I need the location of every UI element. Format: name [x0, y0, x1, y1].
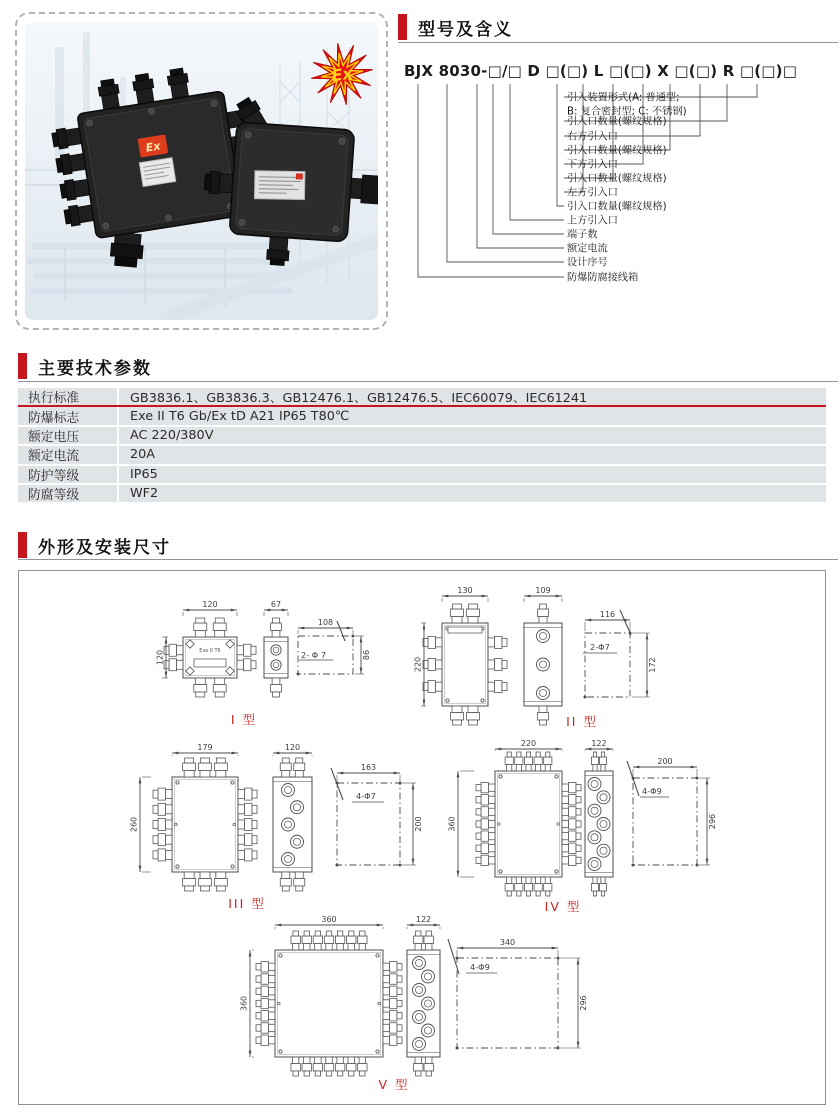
mount-holes-label: 4-Φ9	[642, 786, 662, 796]
type-drawing-4	[448, 739, 718, 914]
param-value: AC 220/380V	[130, 427, 214, 443]
red-bar-icon	[398, 14, 407, 40]
param-value: IP65	[130, 466, 158, 482]
svg-text:200: 200	[414, 816, 423, 832]
svg-text:260: 260	[129, 816, 139, 833]
mount-holes-label: 4-Φ9	[470, 962, 490, 972]
side-view	[264, 618, 288, 697]
svg-text:179: 179	[197, 743, 213, 753]
param-label: 执行标准	[18, 388, 119, 405]
svg-text:360: 360	[447, 816, 457, 832]
type-drawing-3	[130, 743, 424, 911]
svg-text:116: 116	[599, 610, 616, 620]
svg-text:360: 360	[321, 915, 337, 925]
code-meaning-label: 引入口数量(螺纹规格)	[567, 201, 667, 213]
param-label: 额定电压	[18, 427, 119, 444]
svg-text:86: 86	[362, 649, 371, 661]
section-divider	[18, 381, 838, 382]
param-row	[18, 388, 826, 407]
side-view	[273, 758, 312, 891]
type-label: II 型	[566, 714, 598, 729]
box-marking: Exe II T6	[199, 648, 221, 654]
svg-text:122: 122	[415, 915, 432, 925]
spec-label	[254, 171, 304, 200]
product-photo-frame	[15, 12, 388, 330]
section-title-dims: 外形及安装尺寸	[38, 537, 171, 558]
section-divider	[18, 559, 838, 560]
param-row	[18, 446, 826, 465]
svg-text:120: 120	[284, 743, 301, 753]
code-meaning-label: 额定电流	[567, 243, 608, 255]
side-view	[407, 931, 440, 1076]
param-label: 防腐等级	[18, 485, 119, 502]
ex-logo-text: Ex	[330, 63, 354, 86]
front-view	[164, 618, 256, 697]
type-drawing-2	[414, 586, 658, 729]
svg-text:172: 172	[648, 657, 657, 673]
dimension-drawings	[19, 571, 825, 1104]
param-value: GB3836.1、GB3836.3、GB12476.1、GB12476.5、IEC60079、IEC61241	[130, 391, 588, 407]
svg-text:220: 220	[520, 739, 537, 749]
param-row	[18, 427, 826, 446]
param-value: 20A	[130, 447, 156, 463]
svg-text:122: 122	[591, 739, 607, 749]
ex-mark-text: Ex	[144, 139, 162, 155]
section-header-params	[18, 352, 152, 380]
section-divider	[398, 42, 838, 43]
front-view	[476, 752, 581, 896]
svg-text:120: 120	[155, 649, 165, 666]
code-meaning-label: 引入口数量(螺纹规格)	[567, 173, 667, 185]
code-meaning-label: 引入口数量(螺纹规格)	[567, 116, 667, 128]
svg-text:163: 163	[360, 763, 377, 773]
svg-text:109: 109	[535, 586, 551, 596]
section-header-dims	[18, 531, 171, 559]
svg-text:200: 200	[657, 757, 673, 767]
param-row	[18, 485, 826, 502]
code-meaning-label: 下方引入口	[567, 159, 618, 171]
svg-text:296: 296	[579, 995, 588, 1011]
code-meaning-label: 右方引入口	[567, 131, 618, 143]
svg-text:360: 360	[239, 995, 249, 1012]
red-bar-icon	[18, 532, 27, 558]
param-label: 防护等级	[18, 466, 119, 483]
param-row	[18, 466, 826, 485]
front-view	[256, 931, 402, 1076]
type-label: V 型	[378, 1077, 410, 1092]
type-drawing-5	[240, 915, 589, 1092]
mounting-dimensions	[297, 618, 372, 675]
type-label: I 型	[230, 712, 258, 727]
param-label: 防爆标志	[18, 407, 119, 424]
svg-text:108: 108	[317, 618, 334, 628]
mounting-dimensions	[583, 610, 657, 699]
section-title-params: 主要技术参数	[38, 358, 152, 379]
mounting-dimensions	[627, 757, 717, 866]
nameplate	[139, 158, 175, 187]
model-code: BJX 8030-□/□ D □(□) L □(□) X □(□) R □(□)□	[404, 62, 798, 80]
param-row	[18, 407, 826, 426]
dimension-drawings-box	[18, 570, 826, 1105]
section-header-model	[398, 13, 513, 41]
code-meaning-label: 引入装置形式(A: 普通型;	[567, 92, 680, 104]
code-meaning-label: 上方引入口	[567, 215, 618, 227]
mount-holes-label: 2- Φ 7	[301, 650, 327, 660]
red-bar-icon	[18, 353, 27, 379]
svg-text:130: 130	[457, 586, 473, 596]
code-meaning-label: B: 复合密封型; C: 不锈钢)	[567, 106, 687, 118]
code-meaning-label: 防爆防腐接线箱	[567, 272, 639, 284]
mounting-dimensions	[448, 938, 588, 1049]
model-code-diagram	[400, 50, 840, 304]
mount-holes-label: 4-Φ7	[356, 791, 376, 801]
code-meaning-label: 设计序号	[567, 257, 608, 269]
section-title-model: 型号及含义	[418, 19, 513, 40]
mount-holes-label: 2-Φ7	[590, 642, 610, 652]
param-value: Exe II T6 Gb/Ex tD A21 IP65 T80℃	[130, 408, 350, 424]
code-meaning-label: 端子数	[567, 229, 598, 241]
type-label: III 型	[228, 896, 266, 911]
svg-text:220: 220	[413, 656, 423, 673]
front-view	[423, 604, 507, 725]
product-photo	[25, 22, 378, 320]
params-table	[18, 388, 826, 502]
type-drawing-1	[156, 600, 372, 727]
side-view	[524, 604, 562, 725]
front-view	[153, 758, 257, 891]
side-view	[585, 752, 613, 896]
svg-text:67: 67	[270, 600, 282, 610]
param-label: 额定电流	[18, 446, 119, 463]
svg-text:296: 296	[708, 813, 717, 830]
param-value: WF2	[130, 486, 159, 502]
type-label: IV 型	[544, 899, 582, 914]
code-meaning-label: 引入口数量(螺纹规格)	[567, 145, 667, 157]
code-meaning-label: 左方引入口	[567, 187, 618, 199]
svg-text:120: 120	[202, 600, 218, 610]
mounting-dimensions	[331, 763, 423, 866]
svg-text:340: 340	[499, 938, 516, 948]
